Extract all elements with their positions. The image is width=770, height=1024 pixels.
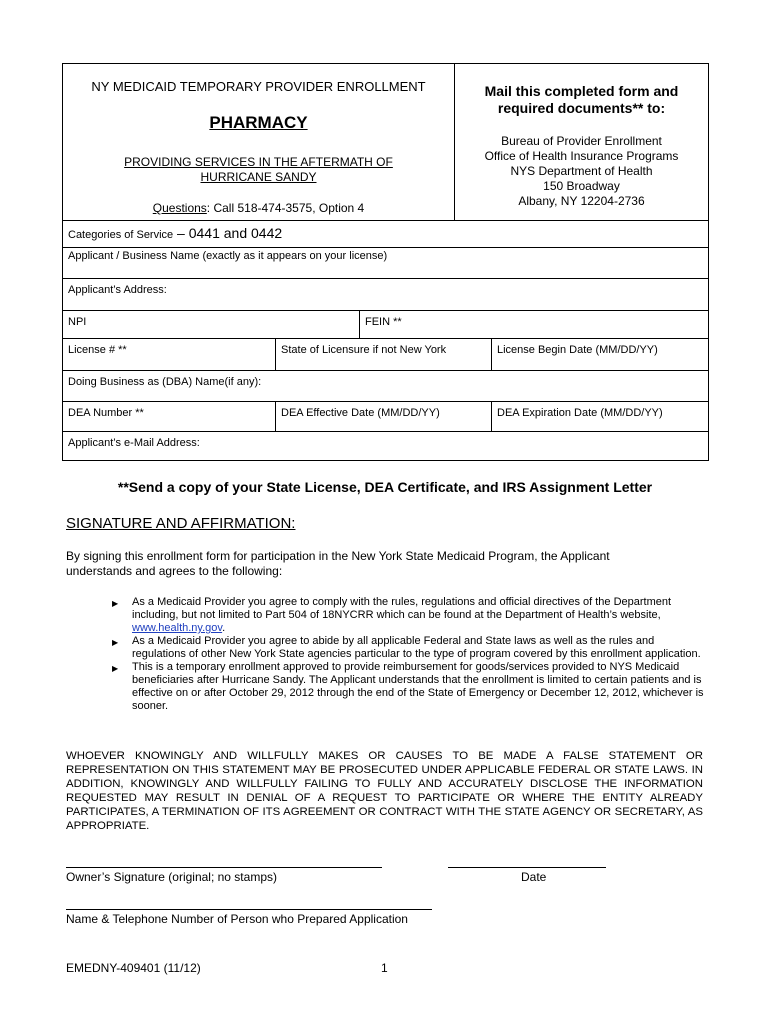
- mail-instruction: [455, 83, 708, 117]
- bullet-1-end: .: [222, 622, 226, 634]
- questions-phone: : Call 518-474-3575, Option 4: [206, 201, 365, 215]
- enrollment-form-table: [62, 63, 709, 461]
- dba-row: [63, 370, 708, 401]
- address-field[interactable]: [63, 279, 708, 310]
- address-line: Bureau of Provider Enrollment: [501, 134, 662, 148]
- questions-label: Questions: [152, 201, 207, 215]
- address-line: Office of Health Insurance Programs: [484, 149, 679, 163]
- address-line: NYS Department of Health: [510, 164, 653, 178]
- license-begin-date-label: License Begin Date (MM/DD/YY): [497, 344, 658, 356]
- preparer-label: Name & Telephone Number of Person who Prepared Application: [66, 912, 408, 926]
- email-row: [63, 431, 708, 460]
- aftermath-line-2: HURRICANE SANDY: [200, 170, 317, 184]
- health-website-link[interactable]: www.health.ny.gov: [132, 622, 223, 634]
- form-id: EMEDNY-409401 (11/12): [66, 961, 201, 975]
- address-line: Albany, NY 12204-2736: [518, 194, 645, 208]
- address-line: 150 Broadway: [543, 179, 620, 193]
- preparer-line[interactable]: [66, 909, 432, 910]
- affirmation-list: [112, 596, 708, 713]
- dea-expiration-date-field[interactable]: [491, 402, 708, 431]
- categories-label: Categories of Service: [68, 229, 174, 241]
- false-statement-warning: WHOEVER KNOWINGLY AND WILLFULLY MAKES OR CAUSES TO BE MADE A FALSE STATEMENT OR REPRESENTATION ON THIS STATEMENT MAY BE PROSECUTED UNDER APPLICABLE FEDERAL OR STATE LAWS. IN ADDITION, KNOWINGLY AND WILLFULLY FAILING TO FULLY AND ACCURATELY DISCLOSE THE INFORMATION REQUESTED MAY RESULT IN DENIAL OF A REQUEST TO PARTICIPATE OR WHERE THE ENTITY ALREADY PARTICIPATES, A TERMINATION OF ITS AGREEMENT OR CONTRACT WITH THE STATE AGENCY OR SECRETARY, AS APPROPRIATE.: [66, 750, 703, 832]
- questions-line: [63, 201, 454, 215]
- owner-signature-label: Owner’s Signature (original; no stamps): [66, 870, 277, 884]
- npi-field[interactable]: [63, 311, 359, 338]
- address-label: Applicant’s Address:: [68, 284, 167, 296]
- owner-signature-line[interactable]: [66, 867, 382, 868]
- bullet-1-text: As a Medicaid Provider you agree to comply with the rules, regulations and official directives of the Department including, but not limited to Part 504 of 18NYCRR which can be found at the Department of Health’s website,: [132, 596, 672, 621]
- date-label: Date: [521, 870, 547, 884]
- dea-number-label: DEA Number **: [68, 407, 144, 419]
- state-licensure-label: State of Licensure if not New York: [281, 344, 447, 356]
- header-right: [455, 64, 708, 220]
- business-name-label: Applicant / Business Name (exactly as it appears on your license): [68, 250, 388, 262]
- dea-number-field[interactable]: [63, 402, 275, 431]
- email-field[interactable]: [63, 432, 708, 460]
- categories-cell[interactable]: [63, 221, 708, 247]
- license-number-field[interactable]: [63, 339, 275, 370]
- dea-effective-date-label: DEA Effective Date (MM/DD/YY): [281, 407, 440, 419]
- npi-label: NPI: [68, 316, 87, 328]
- page-number: 1: [381, 961, 388, 975]
- triangle-bullet-icon: ▶: [112, 599, 119, 608]
- dba-label: Doing Business as (DBA) Name(if any):: [68, 376, 262, 388]
- mailing-address: [455, 134, 708, 209]
- categories-row: [63, 220, 708, 247]
- signature-heading: SIGNATURE AND AFFIRMATION:: [66, 515, 296, 532]
- mail-line-2: required documents** to:: [497, 100, 666, 116]
- npi-row: [63, 310, 708, 338]
- bullet-2-text: As a Medicaid Provider you agree to abide by all applicable Federal and State laws as well as the rules and regulations of other New York State agencies particular to the type of program covered by this enrollment application.: [132, 635, 701, 660]
- aftermath-line-1: PROVIDING SERVICES IN THE AFTERMATH OF: [124, 155, 393, 169]
- dea-expiration-date-label: DEA Expiration Date (MM/DD/YY): [497, 407, 663, 419]
- mail-line-1: Mail this completed form and: [484, 83, 679, 99]
- categories-codes: – 0441 and 0442: [173, 225, 283, 241]
- dea-row: [63, 401, 708, 431]
- date-line[interactable]: [448, 867, 606, 868]
- license-row: [63, 338, 708, 370]
- business-name-field[interactable]: [63, 248, 708, 278]
- aftermath-subtitle: [103, 155, 414, 185]
- pharmacy-heading: PHARMACY: [209, 113, 308, 132]
- triangle-bullet-icon: ▶: [112, 664, 119, 673]
- fein-label: FEIN **: [365, 316, 402, 328]
- list-item: [112, 661, 708, 713]
- list-item: [112, 635, 708, 661]
- email-label: Applicant’s e-Mail Address:: [68, 437, 200, 449]
- address-row: [63, 278, 708, 310]
- list-item: [112, 596, 708, 635]
- send-copy-notice: **Send a copy of your State License, DEA Certificate, and IRS Assignment Letter: [117, 479, 653, 495]
- state-licensure-field[interactable]: [275, 339, 491, 370]
- dba-field[interactable]: [63, 371, 708, 401]
- fein-field[interactable]: [359, 311, 708, 338]
- license-number-label: License # **: [68, 344, 127, 356]
- dea-effective-date-field[interactable]: [275, 402, 491, 431]
- business-name-row: [63, 247, 708, 278]
- header-left: [63, 64, 455, 220]
- bullet-3-text: This is a temporary enrollment approved to provide reimbursement for goods/services provided to NYS Medicaid beneficiaries after Hurricane Sandy. The Applicant understands that the enrollment is limited to certain patients and is effective on or after October 29, 2012 through the end of the State of Emergency or December 12, 2012, whichever is sooner.: [132, 661, 704, 712]
- triangle-bullet-icon: ▶: [112, 638, 119, 647]
- enrollment-title: NY MEDICAID TEMPORARY PROVIDER ENROLLMENT: [91, 79, 426, 94]
- license-begin-date-field[interactable]: [491, 339, 708, 370]
- intro-paragraph: By signing this enrollment form for participation in the New York State Medicaid Program, the Applicant understands and agrees to the following:: [66, 549, 610, 578]
